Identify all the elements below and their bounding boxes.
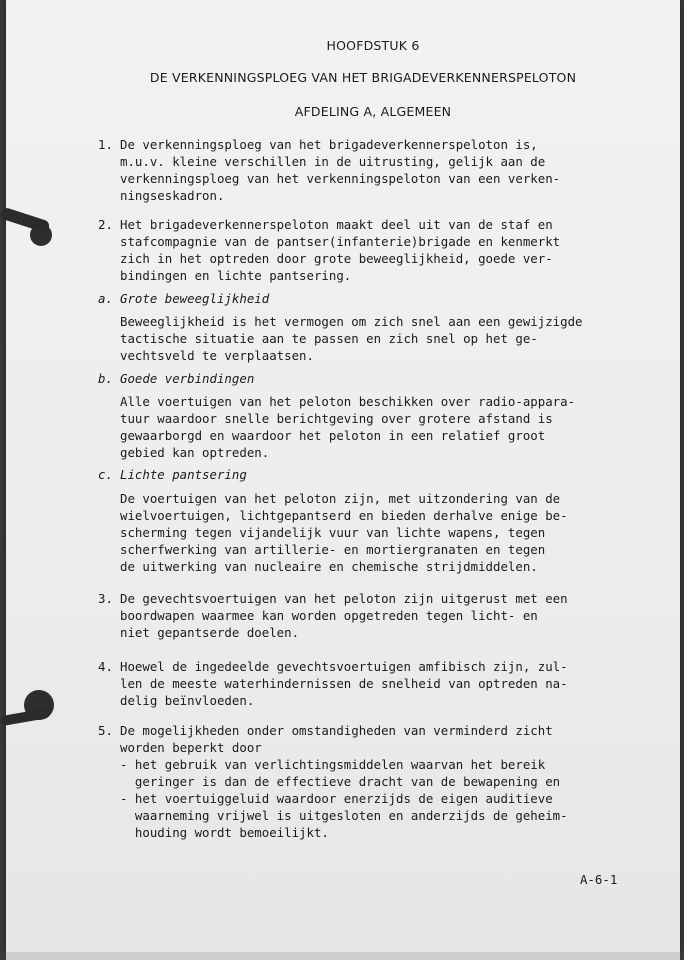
document-body [6,0,680,952]
paragraph-3-line-2: boordwapen waarmee kan worden opgetreden tegen licht- en [120,608,538,623]
section-heading: AFDELING A, ALGEMEEN [294,104,452,119]
page-edge [6,952,680,960]
subsection-c-line-5: de uitwerking van nucleaire en chemische strijdmiddelen. [120,559,538,574]
paragraph-2-line-2: stafcompagnie van de pantser(infanterie)brigade en kenmerkt [120,234,561,249]
subsection-c-letter: c. [98,467,113,482]
subsection-c-line-3: scherming tegen vijandelijk vuur van lichte wapens, tegen [120,525,546,540]
chapter-title: DE VERKENNINGSPLOEG VAN HET BRIGADEVERKENNERSPELOTON [149,70,577,85]
paragraph-1-line-1: De verkenningsploeg van het brigadeverkennerspeloton is, [120,137,538,152]
subsection-b-line-2: tuur waardoor snelle berichtgeving over grotere afstand is [120,411,553,426]
subsection-c-line-2: wielvoertuigen, lichtgepantserd en bieden derhalve enige be- [120,508,568,523]
page-number: A-6-1 [580,872,618,887]
subsection-c-title: Lichte pantsering [120,467,247,482]
subsection-c-line-4: scherfwerking van artillerie- en mortiergranaten en tegen [120,542,546,557]
paragraph-1-line-3: verkenningsploeg van het verkenningspeloton van een verken- [120,171,561,186]
subsection-a-line-3: vechtsveld te verplaatsen. [120,348,314,363]
paragraph-5-line-2: worden beperkt door [120,740,262,755]
paragraph-4-line-3: delig beïnvloeden. [120,693,255,708]
paragraph-1-line-4: ningseskadron. [120,188,225,203]
document-page [6,0,680,952]
paragraph-3-line-1: De gevechtsvoertuigen van het peloton zijn uitgerust met een [120,591,568,606]
paragraph-1-line-2: m.u.v. kleine verschillen in de uitrusting, gelijk aan de [120,154,546,169]
subsection-b-line-1: Alle voertuigen van het peloton beschikken over radio-appara- [120,394,576,409]
paragraph-5-line-4: geringer is dan de effectieve dracht van de bewapening en [120,774,561,789]
paragraph-4-line-2: len de meeste waterhindernissen de snelheid van optreden na- [120,676,568,691]
subsection-b-line-4: gebied kan optreden. [120,445,270,460]
subsection-c-line-1: De voertuigen van het peloton zijn, met uitzondering van de [120,491,561,506]
paragraph-5-line-1: De mogelijkheden onder omstandigheden van verminderd zicht [120,723,553,738]
paragraph-5-line-3: - het gebruik van verlichtingsmiddelen waarvan het bereik [120,757,546,772]
paragraph-4-number: 4. [98,659,113,674]
subsection-b-letter: b. [98,371,113,386]
subsection-a-title: Grote beweeglijkheid [120,291,270,306]
paragraph-5-line-6: waarneming vrijwel is uitgesloten en anderzijds de geheim- [120,808,568,823]
paragraph-2-line-4: bindingen en lichte pantsering. [120,268,352,283]
paragraph-2-line-3: zich in het optreden door grote beweeglijkheid, goede ver- [120,251,553,266]
chapter-heading: HOOFDSTUK 6 [326,38,420,53]
subsection-b-line-3: gewaarborgd en waardoor het peloton in een relatief groot [120,428,546,443]
subsection-a-letter: a. [98,291,113,306]
subsection-b-title: Goede verbindingen [120,371,255,386]
paragraph-2-number: 2. [98,217,113,232]
paragraph-3-number: 3. [98,591,113,606]
paragraph-2-line-1: Het brigadeverkennerspeloton maakt deel uit van de staf en [120,217,553,232]
paragraph-4-line-1: Hoewel de ingedeelde gevechtsvoertuigen amfibisch zijn, zul- [120,659,568,674]
subsection-a-line-2: tactische situatie aan te passen en zich snel op het ge- [120,331,538,346]
paragraph-5-line-7: houding wordt bemoeilijkt. [120,825,329,840]
paragraph-3-line-3: niet gepantserde doelen. [120,625,300,640]
paragraph-5-number: 5. [98,723,113,738]
subsection-a-line-1: Beweeglijkheid is het vermogen om zich snel aan een gewijzigde [120,314,583,329]
paragraph-5-line-5: - het voertuiggeluid waardoor enerzijds de eigen auditieve [120,791,553,806]
paragraph-1-number: 1. [98,137,113,152]
